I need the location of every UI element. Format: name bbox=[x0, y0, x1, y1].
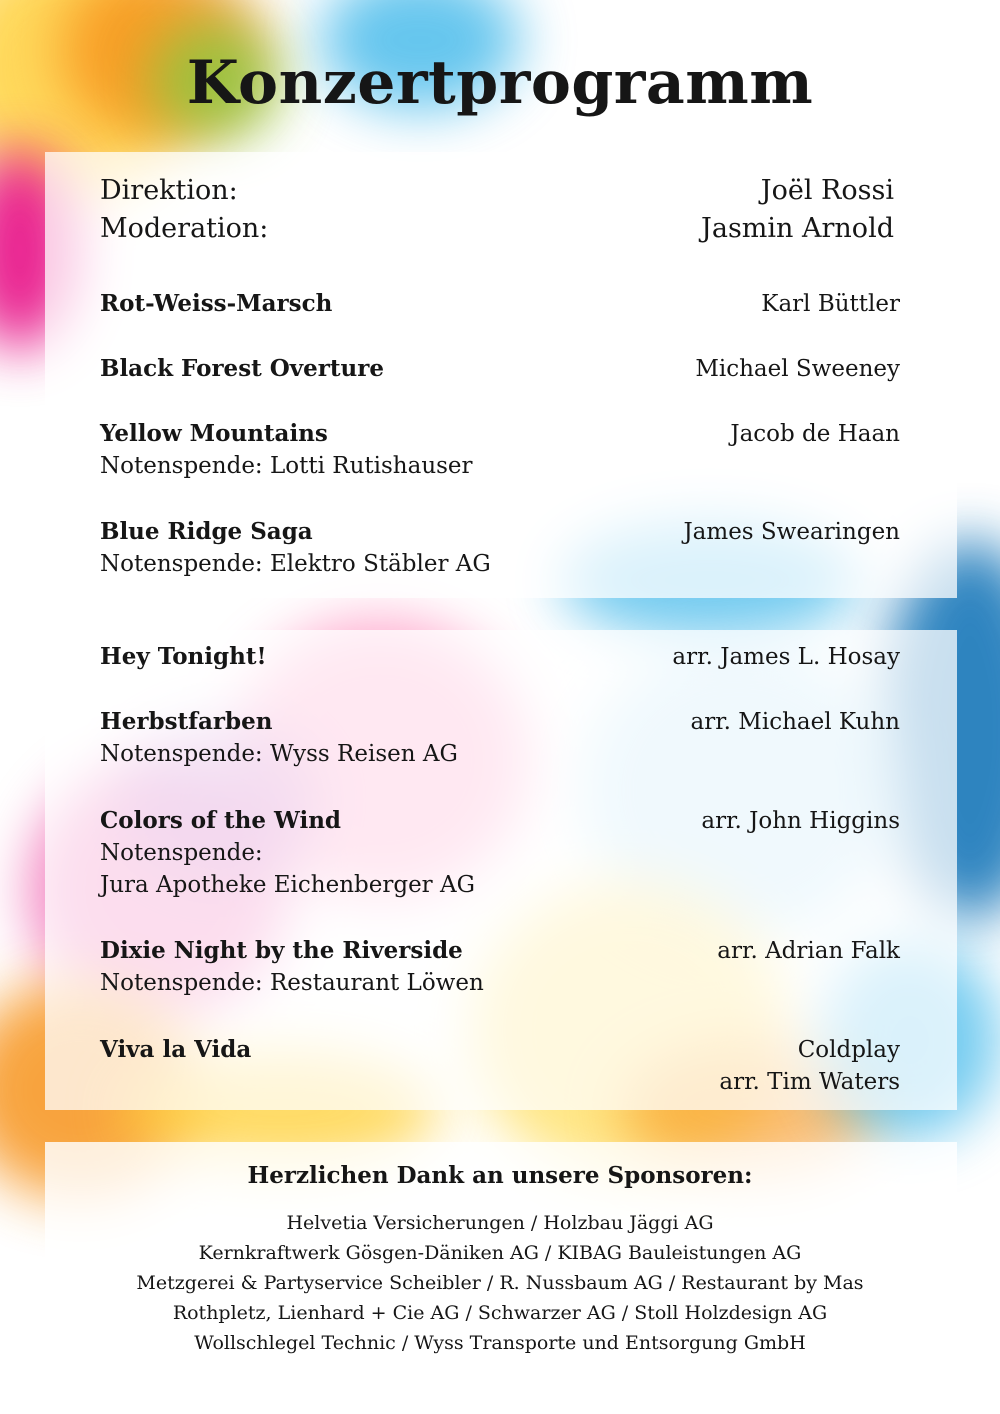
program-item bbox=[100, 353, 900, 385]
composer-line: Karl Büttler bbox=[761, 291, 900, 317]
program-item bbox=[100, 1034, 900, 1098]
composer bbox=[701, 805, 900, 837]
program-item bbox=[100, 706, 900, 770]
moderation-row bbox=[100, 210, 894, 248]
program-item bbox=[100, 288, 900, 320]
piece-title: Herbstfarben bbox=[100, 708, 273, 735]
direktion-name: Joël Rossi bbox=[760, 175, 894, 206]
composer-line: arr. Adrian Falk bbox=[717, 938, 900, 964]
sponsor-line: Rothpletz, Lienhard + Cie AG / Schwarzer AG / Stoll Holzdesign AG bbox=[172, 1302, 828, 1324]
sponsor-line: Wollschlegel Technic / Wyss Transporte und Entsorgung GmbH bbox=[194, 1332, 806, 1354]
direktion-row bbox=[100, 172, 894, 210]
composer bbox=[717, 935, 900, 967]
piece-title: Dixie Night by the Riverside bbox=[100, 937, 463, 964]
composer-line: arr. Tim Waters bbox=[719, 1069, 900, 1095]
piece-title: Hey Tonight! bbox=[100, 643, 267, 670]
sponsor-line: Metzgerei & Partyservice Scheibler / R. Nussbaum AG / Restaurant by Mas bbox=[136, 1272, 864, 1294]
sponsor-heading: Herzlichen Dank an unsere Sponsoren: bbox=[247, 1162, 753, 1189]
composer-line: James Swearingen bbox=[683, 519, 900, 545]
direktion-label: Direktion: bbox=[100, 175, 238, 206]
piece-title: Yellow Mountains bbox=[100, 420, 328, 447]
sponsor-line: Helvetia Versicherungen / Holzbau Jäggi AG bbox=[286, 1212, 714, 1234]
note-line: Jura Apotheke Eichenberger AG bbox=[100, 872, 475, 898]
composer-line: arr. James L. Hosay bbox=[672, 644, 900, 670]
composer-line: arr. John Higgins bbox=[701, 808, 900, 834]
note-line: Notenspende: bbox=[100, 840, 263, 866]
sponsor-line: Kernkraftwerk Gösgen-Däniken AG / KIBAG Bauleistungen AG bbox=[198, 1242, 802, 1264]
program-item bbox=[100, 641, 900, 673]
program-item bbox=[100, 418, 900, 482]
page-title: Konzertprogramm bbox=[186, 48, 814, 118]
note-line: Notenspende: Lotti Rutishauser bbox=[100, 453, 473, 479]
program-item bbox=[100, 935, 900, 999]
piece-title: Blue Ridge Saga bbox=[100, 518, 313, 545]
moderation-label: Moderation: bbox=[100, 213, 269, 244]
composer bbox=[690, 706, 900, 738]
composer-line: Jacob de Haan bbox=[730, 421, 900, 447]
composer bbox=[719, 1034, 900, 1098]
composer bbox=[672, 641, 900, 673]
composer bbox=[761, 288, 900, 320]
composer bbox=[683, 516, 900, 548]
program-item bbox=[100, 516, 900, 580]
note-line: Notenspende: Elektro Stäbler AG bbox=[100, 551, 491, 577]
piece-title: Rot-Weiss-Marsch bbox=[100, 290, 333, 317]
piece-title: Black Forest Overture bbox=[100, 355, 385, 382]
composer-line: Michael Sweeney bbox=[695, 356, 900, 382]
piece-title: Viva la Vida bbox=[100, 1036, 252, 1063]
composer-line: arr. Michael Kuhn bbox=[690, 709, 900, 735]
note-line: Notenspende: Wyss Reisen AG bbox=[100, 741, 458, 767]
note-line: Notenspende: Restaurant Löwen bbox=[100, 970, 484, 996]
composer-line: Coldplay bbox=[797, 1037, 900, 1063]
composer bbox=[695, 353, 900, 385]
piece-title: Colors of the Wind bbox=[100, 807, 341, 834]
sponsor-list bbox=[0, 1208, 1000, 1358]
moderation-name: Jasmin Arnold bbox=[701, 213, 894, 244]
composer bbox=[730, 418, 900, 450]
program-item bbox=[100, 805, 900, 901]
